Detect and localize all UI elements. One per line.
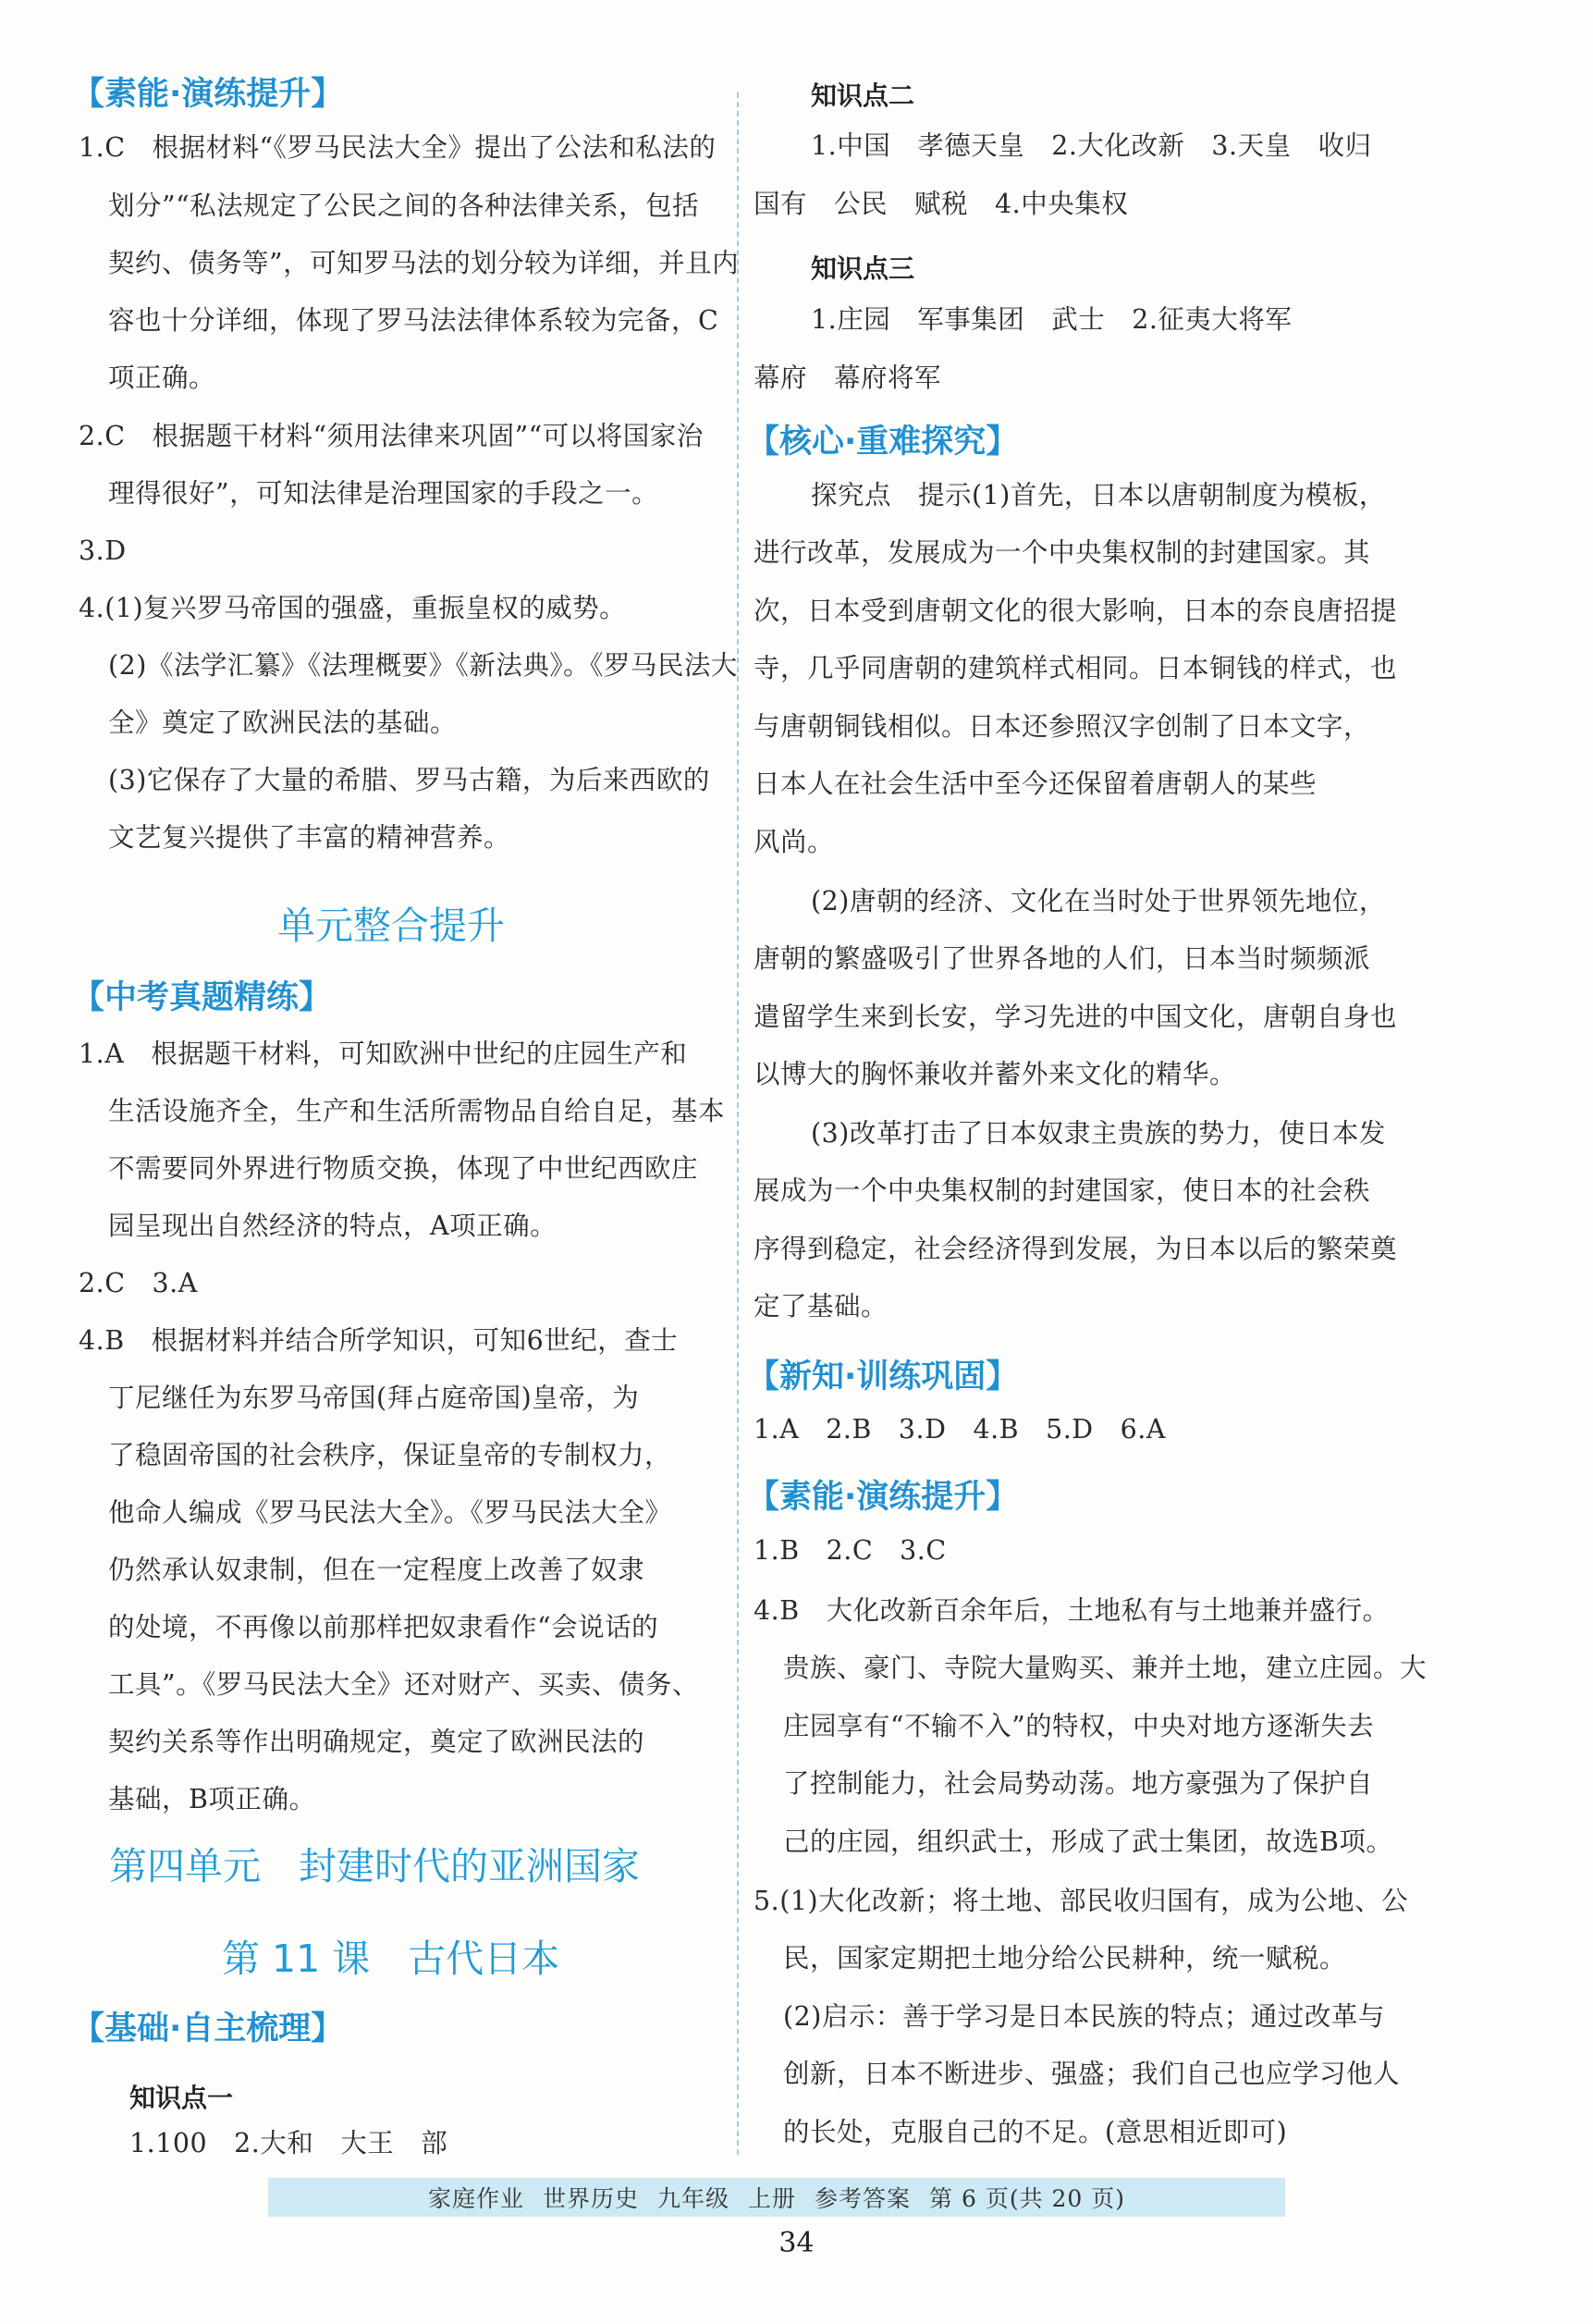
answer-line: 遣留学生来到长安，学习先进的中国文化，唐朝自身也 — [754, 1002, 1398, 1032]
answer-line: 唐朝的繁盛吸引了世界各地的人们，日本当时频频派 — [754, 943, 1371, 974]
answer-line: 了控制能力，社会局势动荡。地方豪强为了保护自 — [783, 1768, 1374, 1799]
answer-line: 创新，日本不断进步、强盛；我们自己也应学习他人 — [783, 2059, 1401, 2089]
answer-line: 探究点 提示(1)首先，日本以唐朝制度为模板， — [811, 480, 1386, 510]
answer-line: 次，日本受到唐朝文化的很大影响，日本的奈良唐招提 — [754, 596, 1398, 626]
answer-line: 庄园享有“不输不入”的特权，中央对地方逐渐失去 — [783, 1711, 1375, 1741]
answer-line: 2.C 根据题干材料“须用法律来巩固”“可以将国家治 — [79, 421, 704, 451]
answer-line: 理得很好”，可知法律是治理国家的手段之一。 — [108, 478, 659, 509]
page-number: 34 — [778, 2227, 815, 2259]
answer-line: (2)启示：善于学习是日本民族的特点；通过改革与 — [783, 2001, 1385, 2032]
answer-line: 民，国家定期把土地分给公民耕种，统一赋税。 — [783, 1943, 1347, 1974]
answer-line: 4.B 根据材料并结合所学知识，可知6世纪，查士 — [79, 1325, 679, 1356]
footer-item: 九年级 — [656, 2185, 729, 2212]
answer-line: 的长处，克服自己的不足。(意思相近即可) — [783, 2117, 1288, 2147]
answer-line: 4.(1)复兴罗马帝国的强盛，重振皇权的威势。 — [79, 593, 627, 623]
section-heading: 【素能·演练提升】 — [747, 1479, 1019, 1516]
column-divider — [737, 92, 739, 2155]
answer-line: 契约、债务等”，可知罗马法的划分较为详细，并且内 — [108, 248, 740, 278]
answer-line: 1.A 根据题干材料，可知欧洲中世纪的庄园生产和 — [79, 1039, 688, 1069]
answer-line: 日本人在社会生活中至今还保留着唐朝人的某些 — [754, 769, 1317, 799]
answer-line: 1.C 根据材料“《罗马民法大全》提出了公法和私法的 — [79, 132, 717, 163]
answer-line: 与唐朝铜钱相似。日本还参照汉字创制了日本文字， — [754, 711, 1371, 742]
answer-line: 生活设施齐全，生产和生活所需物品自给自足，基本 — [108, 1096, 726, 1126]
answer-line: 寺，几乎同唐朝的建筑样式相同。日本铜钱的样式，也 — [754, 653, 1398, 683]
section-heading: 【核心·重难探究】 — [747, 424, 1019, 461]
unit-4-title: 第四单元 封建时代的亚洲国家 — [109, 1844, 640, 1888]
lesson-title: 第 11 课 古代日本 — [222, 1937, 560, 1981]
section-heading: 【素能·演练提升】 — [72, 76, 344, 113]
answer-line: (3)改革打击了日本奴隶主贵族的势力，使日本发 — [811, 1118, 1386, 1149]
answer-line: 展成为一个中央集权制的封建国家，使日本的社会秩 — [754, 1175, 1371, 1206]
answer-line: 1.B 2.C 3.C — [754, 1535, 947, 1566]
answer-line: 3.D — [79, 535, 127, 566]
answer-line: 不需要同外界进行物质交换，体现了中世纪西欧庄 — [108, 1153, 699, 1184]
answer-line: 1.庄园 军事集团 武士 2.征夷大将军 — [811, 304, 1293, 335]
footer-item: 世界历史 — [542, 2185, 639, 2212]
answer-line: 序得到稳定，社会经济得到发展，为日本以后的繁荣奠 — [754, 1234, 1398, 1264]
answer-line: 他命人编成《罗马民法大全》。《罗马民法大全》 — [108, 1497, 672, 1528]
footer-band — [268, 2178, 1285, 2217]
answer-line: 4.B 大化改新百余年后，土地私有与土地兼并盛行。 — [754, 1595, 1390, 1626]
footer-item: 家庭作业 — [427, 2185, 524, 2212]
answer-line: 容也十分详细，体现了罗马法法律体系较为完备，C — [108, 305, 719, 336]
answer-line: 风尚。 — [754, 827, 835, 857]
section-heading: 【基础·自主梳理】 — [72, 2010, 344, 2047]
section-heading: 【中考真题精练】 — [72, 979, 332, 1016]
answer-line: 国有 公民 赋税 4.中央集权 — [754, 189, 1129, 219]
answer-line: 2.C 3.A — [79, 1268, 198, 1298]
knowledge-point-heading: 知识点三 — [811, 253, 915, 284]
answer-line: 己的庄园，组织武士，形成了武士集团，故选B项。 — [783, 1826, 1393, 1857]
answer-line: 划分”“私法规定了公民之间的各种法律关系，包括 — [108, 191, 700, 221]
answer-line: 园呈现出自然经济的特点，A项正确。 — [108, 1211, 558, 1241]
answer-line: 工具”。《罗马民法大全》还对财产、买卖、债务、 — [108, 1669, 699, 1700]
answer-line: 仍然承认奴隶制，但在一定程度上改善了奴隶 — [108, 1555, 645, 1585]
answer-line: 项正确。 — [108, 363, 216, 393]
answer-line: (2)《法学汇纂》《法理概要》《新法典》。《罗马民法大 — [108, 650, 738, 681]
answer-line: 幕府 幕府将军 — [754, 363, 942, 393]
answer-line: 以博大的胸怀兼收并蓄外来文化的精华。 — [754, 1059, 1237, 1089]
answer-line: 定了基础。 — [754, 1291, 888, 1322]
answer-line: 1.A 2.B 3.D 4.B 5.D 6.A — [754, 1414, 1166, 1445]
answer-line: (2)唐朝的经济、文化在当时处于世界领先地位， — [811, 886, 1386, 916]
answer-line: 1.100 2.大和 大王 部 — [129, 2128, 448, 2158]
answer-line: 了稳固帝国的社会秩序，保证皇帝的专制权力， — [108, 1440, 672, 1470]
footer-item: 上册 — [748, 2185, 797, 2212]
unit-summary-heading: 单元整合提升 — [277, 904, 505, 948]
answer-line: 进行改革，发展成为一个中央集权制的封建国家。其 — [754, 537, 1371, 568]
section-heading: 【新知·训练巩固】 — [747, 1359, 1019, 1396]
footer-item: 第 6 页(共 20 页) — [929, 2185, 1126, 2212]
answer-line: 1.中国 孝德天皇 2.大化改新 3.天皇 收归 — [811, 130, 1372, 161]
answer-line: 契约关系等作出明确规定，奠定了欧洲民法的 — [108, 1727, 645, 1757]
answer-line: (3)它保存了大量的希腊、罗马古籍，为后来西欧的 — [108, 765, 710, 795]
answer-line: 贵族、豪门、寺院大量购买、兼并土地，建立庄园。大 — [783, 1653, 1428, 1683]
knowledge-point-1: 知识点一 — [129, 2083, 234, 2113]
knowledge-point-heading: 知识点二 — [811, 80, 915, 111]
answer-line: 丁尼继任为东罗马帝国(拜占庭帝国)皇帝，为 — [108, 1383, 640, 1413]
answer-line: 全》奠定了欧洲民法的基础。 — [108, 707, 458, 738]
answer-line: 的处境，不再像以前那样把奴隶看作“会说话的 — [108, 1612, 659, 1642]
answer-line: 基础，B项正确。 — [108, 1784, 316, 1814]
answer-line: 文艺复兴提供了丰富的精神营养。 — [108, 822, 511, 853]
footer-item: 参考答案 — [815, 2185, 912, 2212]
answer-line: 5.(1)大化改新；将土地、部民收归国有，成为公地、公 — [754, 1886, 1409, 1916]
